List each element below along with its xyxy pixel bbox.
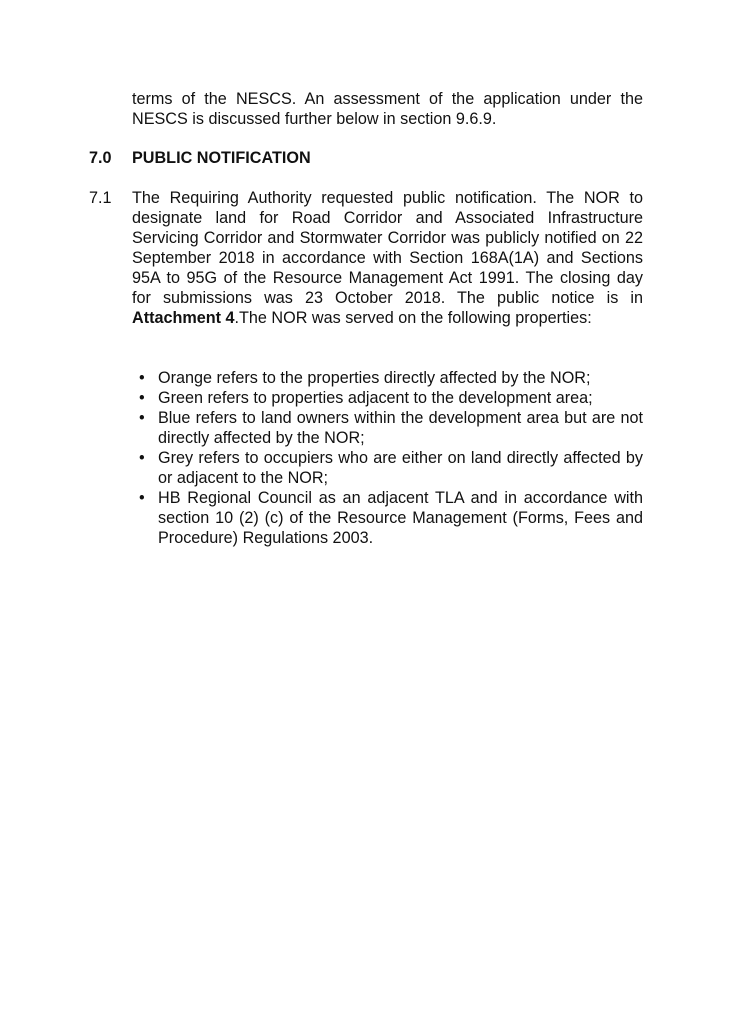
paragraph-number: 7.1 xyxy=(89,189,112,207)
list-item xyxy=(139,368,643,388)
bullet-icon: • xyxy=(139,449,145,467)
continuation-text: terms of the NESCS. An assessment of the application under the NESCS is discussed further below in section 9.6.9. xyxy=(132,90,643,128)
paragraph-text-after: .The NOR was served on the following properties: xyxy=(234,309,592,327)
bullet-icon: • xyxy=(139,409,145,427)
list-item xyxy=(139,448,643,488)
list-item-text: Orange refers to the properties directly affected by the NOR; xyxy=(158,369,591,387)
bullet-list xyxy=(139,368,643,548)
list-item xyxy=(139,488,643,548)
section-title: PUBLIC NOTIFICATION xyxy=(132,149,311,167)
section-number: 7.0 xyxy=(89,149,112,167)
list-item-text: HB Regional Council as an adjacent TLA and in accordance with section 10 (2) (c) of the Resource Management (Forms, Fees and Procedure) Regulations 2003. xyxy=(158,489,643,547)
bullet-icon: • xyxy=(139,489,145,507)
attachment-reference: Attachment 4 xyxy=(132,309,235,327)
bullet-icon: • xyxy=(139,369,145,387)
bullet-icon: • xyxy=(139,389,145,407)
list-item-text: Grey refers to occupiers who are either on land directly affected by or adjacent to the NOR; xyxy=(158,449,643,487)
list-item xyxy=(139,388,643,408)
list-item xyxy=(139,408,643,448)
paragraph-7-1 xyxy=(132,188,643,328)
list-item-text: Blue refers to land owners within the development area but are not directly affected by the NOR; xyxy=(158,409,643,447)
continuation-paragraph xyxy=(132,89,643,129)
paragraph-text-before: The Requiring Authority requested public notification. The NOR to designate land for Road Corridor and Associated Infrastructure Servicing Corridor and Stormwater Corridor was publicly notified on 22 September 2018 in accordance with Section 168A(1A) and Sections 95A to 95G of the Resource Management Act 1991. The closing day for submissions was 23 October 2018. The public notice is in xyxy=(132,189,643,307)
list-item-text: Green refers to properties adjacent to the development area; xyxy=(158,389,593,407)
paragraph-body xyxy=(132,188,643,328)
